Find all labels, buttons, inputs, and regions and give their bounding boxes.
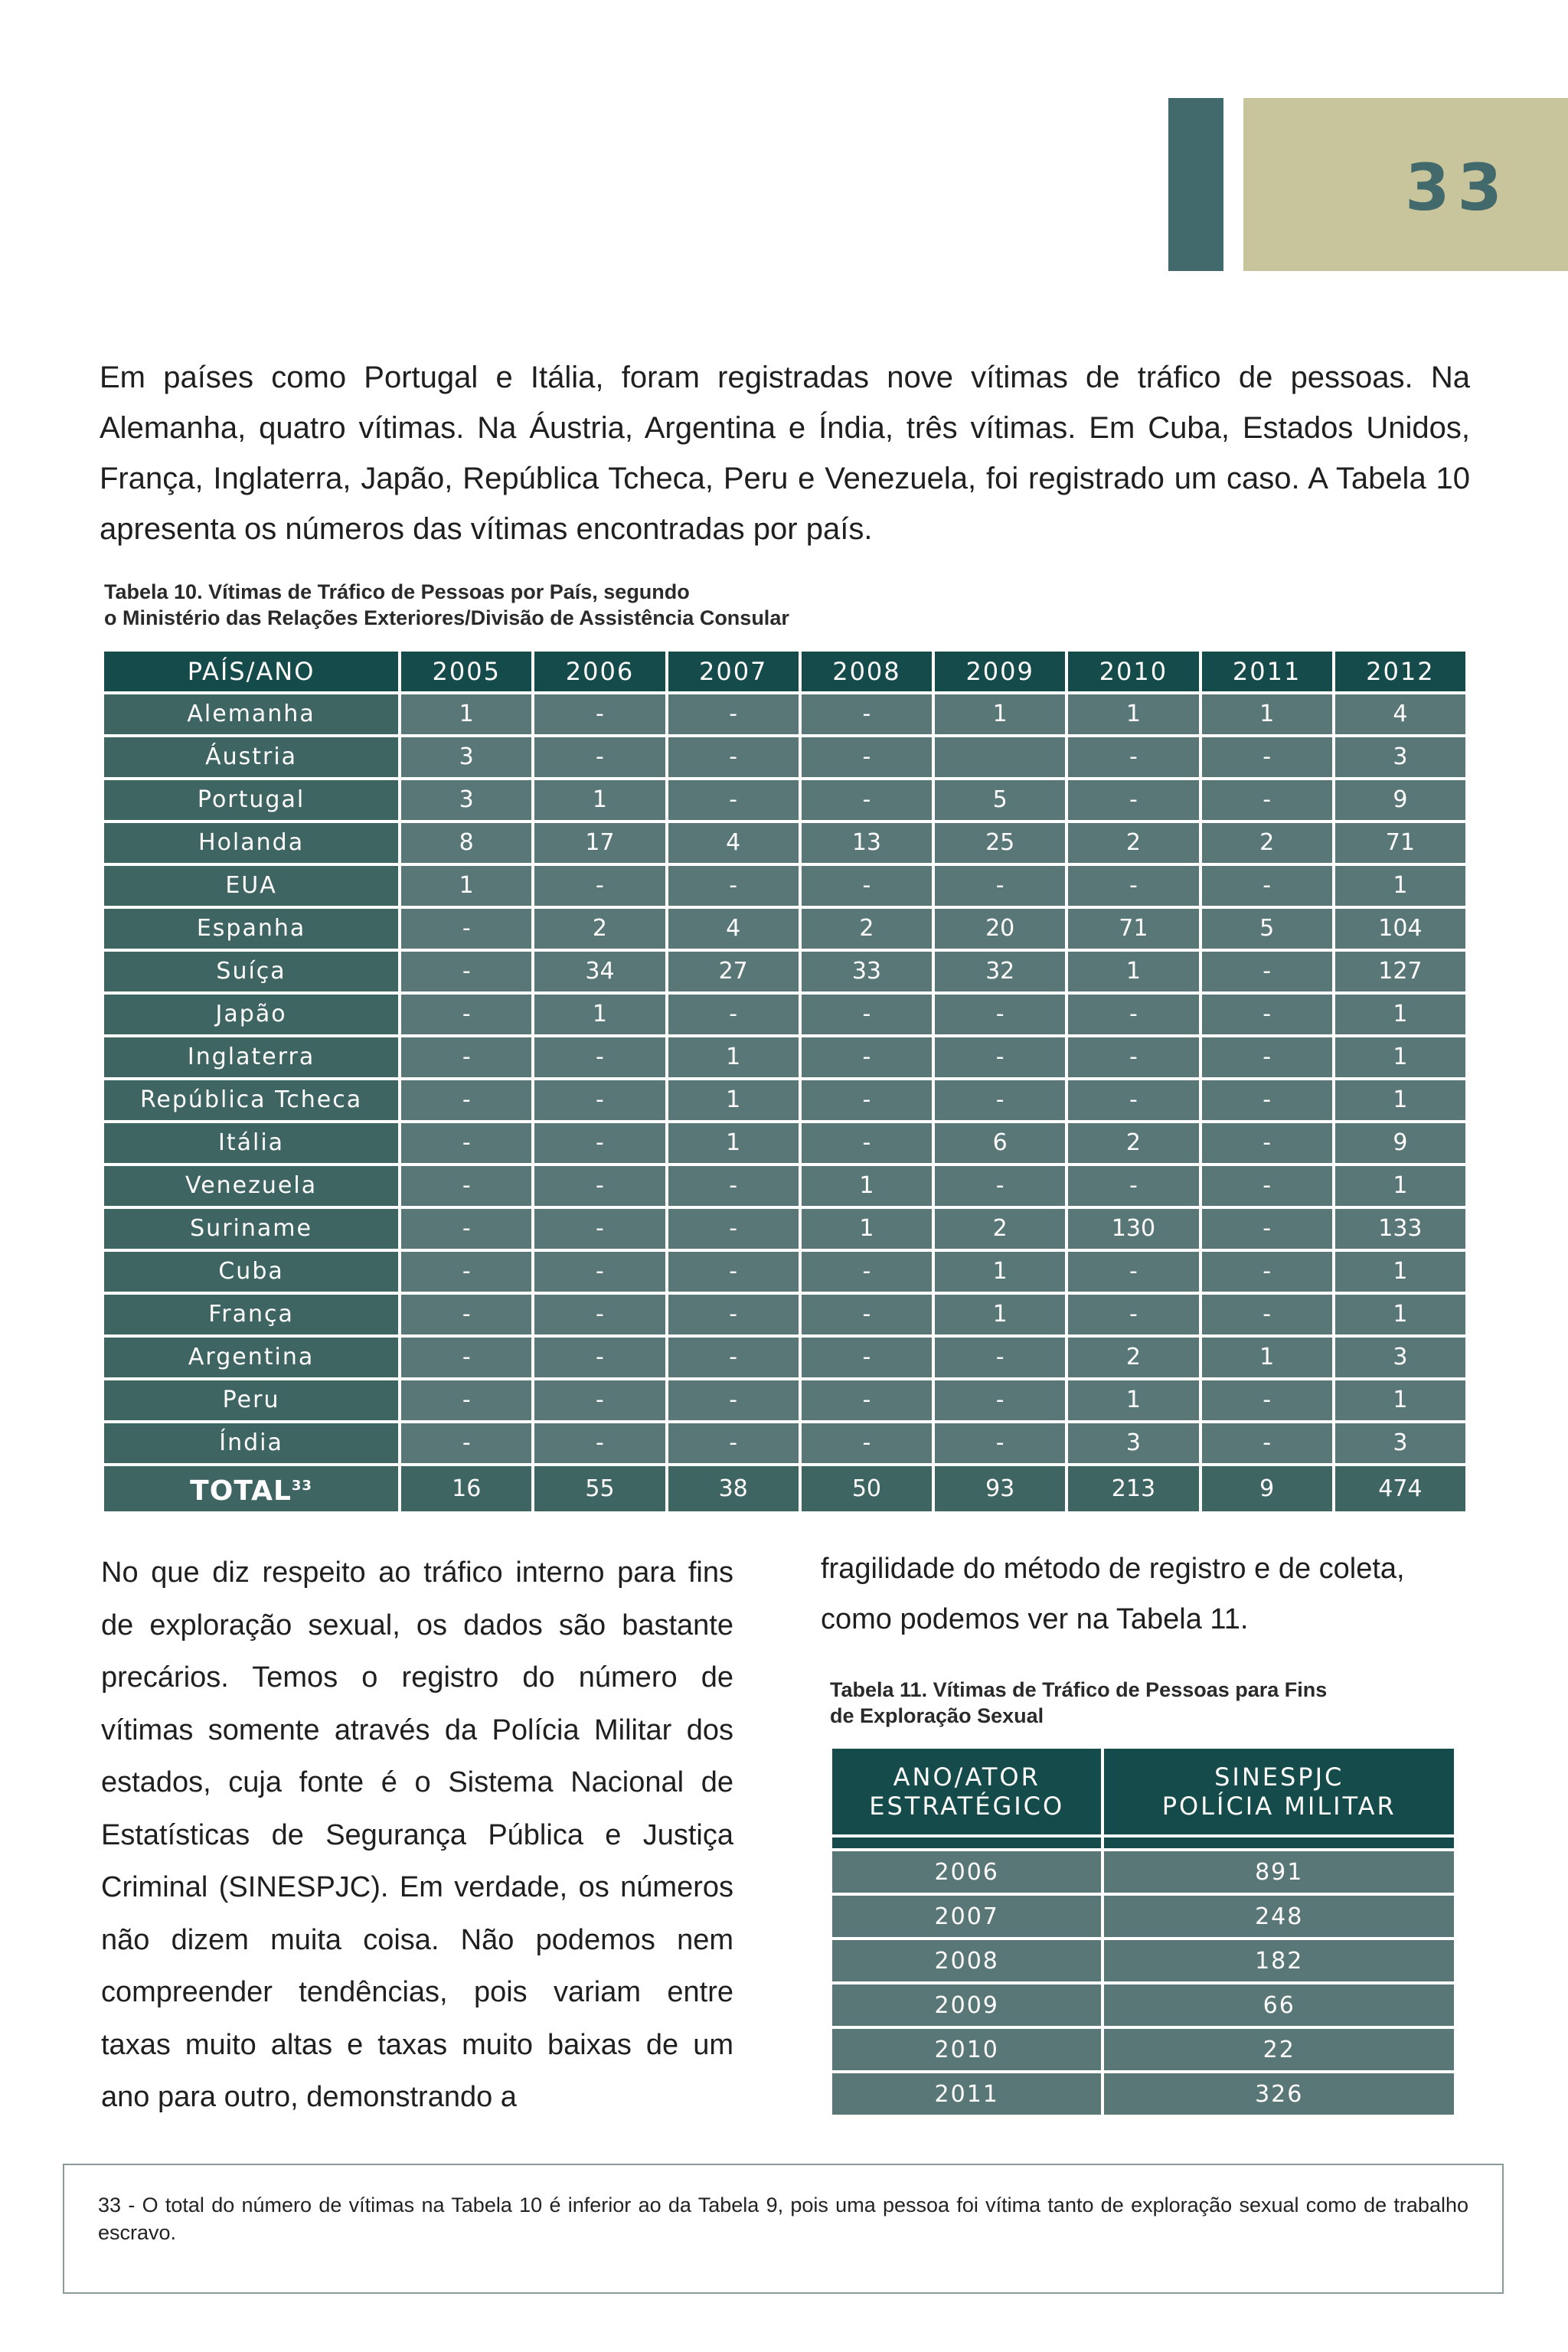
- table10-value-cell: -: [802, 1080, 932, 1120]
- table10-row: [104, 1380, 1465, 1420]
- table10-value-cell: 1: [1068, 952, 1198, 991]
- table10-body: [104, 694, 1465, 1511]
- table11: [829, 1746, 1457, 2118]
- table10-country-cell: Venezuela: [104, 1166, 398, 1206]
- table10-value-cell: -: [668, 1380, 799, 1420]
- table10-value-cell: -: [1202, 737, 1332, 777]
- table11-value-cell: 22: [1104, 2029, 1454, 2070]
- table10-value-cell: 3: [401, 737, 531, 777]
- table11-spacer-row: [832, 1838, 1454, 1848]
- table10-total-value: 16: [401, 1466, 531, 1511]
- page-number: 33: [1405, 150, 1510, 225]
- table10-value-cell: -: [534, 1380, 665, 1420]
- table10-value-cell: -: [401, 909, 531, 949]
- table10-row: [104, 1209, 1465, 1249]
- table10-value-cell: 6: [935, 1123, 1065, 1163]
- table10-value-cell: 3: [401, 780, 531, 820]
- table11-year-cell: 2006: [832, 1851, 1101, 1893]
- table10-header-row: [104, 652, 1465, 691]
- table10-value-cell: 2: [1068, 823, 1198, 863]
- table10-total-value: 50: [802, 1466, 932, 1511]
- table11-header-police-line1: SINESPJC: [1214, 1762, 1344, 1792]
- table10-value-cell: -: [668, 780, 799, 820]
- table10-country-cell: Portugal: [104, 780, 398, 820]
- table11-row: [832, 1851, 1454, 1893]
- table10-value-cell: 20: [935, 909, 1065, 949]
- table10-value-cell: -: [1202, 1423, 1332, 1463]
- table10-value-cell: 9: [1335, 1123, 1465, 1163]
- table10-total-row: [104, 1466, 1465, 1511]
- table10-value-cell: -: [534, 1080, 665, 1120]
- table10-country-cell: Espanha: [104, 909, 398, 949]
- table10-row: [104, 909, 1465, 949]
- table10-value-cell: -: [534, 1423, 665, 1463]
- table10-value-cell: 127: [1335, 952, 1465, 991]
- table10-value-cell: -: [1202, 1080, 1332, 1120]
- table10-value-cell: -: [534, 1209, 665, 1249]
- table10-country-cell: Holanda: [104, 823, 398, 863]
- table10-value-cell: -: [802, 1423, 932, 1463]
- table11-row: [832, 1984, 1454, 2026]
- table11-value-cell: 891: [1104, 1851, 1454, 1893]
- table10-value-cell: -: [668, 1423, 799, 1463]
- table10-value-cell: -: [1068, 1080, 1198, 1120]
- left-column-paragraph: No que diz respeito ao tráfico interno para fins de exploração sexual, os dados são bastante precários. Temos o registro do número de vítimas somente através da Polícia Militar dos estados, cuja fonte é o Sistema Nacional de Estatísticas de Segurança Pública e Justiça Criminal (SINESPJC). Em verdade, os números não dizem muita coisa. Não podemos nem compreender tendências, pois variam entre taxas muito altas e taxas muito baixas de um ano para outro, demonstrando a: [101, 1557, 733, 2113]
- table10-value-cell: 1: [935, 694, 1065, 734]
- table10-value-cell: 1: [802, 1166, 932, 1206]
- table10-value-cell: -: [668, 1252, 799, 1292]
- total-label-text: TOTAL: [190, 1475, 292, 1507]
- table10-value-cell: -: [935, 1037, 1065, 1077]
- table10-value-cell: -: [668, 1338, 799, 1377]
- table10-value-cell: -: [802, 1380, 932, 1420]
- table11-caption-line1: Tabela 11. Vítimas de Tráfico de Pessoas para Fins: [830, 1678, 1328, 1701]
- table11-row: [832, 1896, 1454, 1937]
- table10-row: [104, 823, 1465, 863]
- footnote: 33 - O total do número de vítimas na Tabela 10 é inferior ao da Tabela 9, pois uma pessoa foi vítima tanto de exploração sexual como de trabalho escravo.: [98, 2194, 1468, 2244]
- table10-total-value: 213: [1068, 1466, 1198, 1511]
- table11-header-year-line1: ANO/ATOR: [893, 1762, 1040, 1792]
- table10-value-cell: -: [935, 1423, 1065, 1463]
- table10-row: [104, 780, 1465, 820]
- table10-value-cell: 71: [1068, 909, 1198, 949]
- table10-value-cell: 1: [1335, 1252, 1465, 1292]
- table11-header-police-line2: POLÍCIA MILITAR: [1161, 1792, 1396, 1821]
- table10-value-cell: 1: [1202, 1338, 1332, 1377]
- table10-value-cell: [935, 737, 1065, 777]
- table10-value-cell: 8: [401, 823, 531, 863]
- table10-value-cell: -: [534, 1338, 665, 1377]
- table10-value-cell: 1: [935, 1295, 1065, 1334]
- table10-value-cell: 2: [534, 909, 665, 949]
- table10-value-cell: -: [401, 1209, 531, 1249]
- table10-value-cell: -: [935, 1338, 1065, 1377]
- table10-row: [104, 1338, 1465, 1377]
- table10-value-cell: 1: [1335, 1295, 1465, 1334]
- table10-value-cell: -: [534, 1037, 665, 1077]
- table10-value-cell: -: [802, 780, 932, 820]
- table10-value-cell: -: [534, 1123, 665, 1163]
- table10-row: [104, 1123, 1465, 1163]
- table10-value-cell: -: [1202, 995, 1332, 1034]
- table10-row: [104, 1166, 1465, 1206]
- table11-caption-line2: de Exploração Sexual: [830, 1704, 1044, 1727]
- table10-value-cell: 1: [935, 1252, 1065, 1292]
- table10-country-cell: Alemanha: [104, 694, 398, 734]
- table10-value-cell: -: [1202, 952, 1332, 991]
- table10-value-cell: 4: [668, 909, 799, 949]
- table10-country-cell: França: [104, 1295, 398, 1334]
- table10-value-cell: -: [935, 1080, 1065, 1120]
- table10-value-cell: -: [1068, 1037, 1198, 1077]
- table10-value-cell: -: [1068, 1166, 1198, 1206]
- table10-country-cell: Suíça: [104, 952, 398, 991]
- right-column-paragraph: fragilidade do método de registro e de coleta, como podemos ver na Tabela 11.: [821, 1553, 1405, 1635]
- table10-value-cell: -: [1202, 1252, 1332, 1292]
- table10-country-cell: Itália: [104, 1123, 398, 1163]
- table10-value-cell: 1: [1335, 866, 1465, 906]
- table11-body: [832, 1838, 1454, 2115]
- table10-value-cell: 1: [1068, 694, 1198, 734]
- table10-row: [104, 1423, 1465, 1463]
- table10-row: [104, 866, 1465, 906]
- table10-row: [104, 995, 1465, 1034]
- table10-value-cell: 1: [1335, 995, 1465, 1034]
- table10-value-cell: -: [534, 694, 665, 734]
- table10-value-cell: -: [534, 1166, 665, 1206]
- table10-value-cell: 1: [802, 1209, 932, 1249]
- table10-value-cell: -: [1202, 1166, 1332, 1206]
- table10-country-cell: EUA: [104, 866, 398, 906]
- table10-value-cell: -: [935, 995, 1065, 1034]
- table10-value-cell: 5: [935, 780, 1065, 820]
- table10-header-year: 2012: [1335, 652, 1465, 691]
- table10-row: [104, 1295, 1465, 1334]
- table10-value-cell: -: [1068, 737, 1198, 777]
- table10-total-value: 474: [1335, 1466, 1465, 1511]
- table10-value-cell: 4: [1335, 694, 1465, 734]
- table10-country-cell: Inglaterra: [104, 1037, 398, 1077]
- table10-row: [104, 694, 1465, 734]
- table10-value-cell: -: [1068, 866, 1198, 906]
- table10-row: [104, 737, 1465, 777]
- table11-year-cell: 2008: [832, 1940, 1101, 1981]
- table10-value-cell: 2: [1068, 1338, 1198, 1377]
- table10-value-cell: -: [401, 1295, 531, 1334]
- table10-value-cell: -: [534, 866, 665, 906]
- table10-caption: [104, 579, 1099, 631]
- table10-value-cell: -: [802, 866, 932, 906]
- table10-value-cell: -: [668, 1209, 799, 1249]
- table10-value-cell: -: [1202, 780, 1332, 820]
- table10-value-cell: -: [534, 1295, 665, 1334]
- table10-caption-line2: o Ministério das Relações Exteriores/Divisão de Assistência Consular: [104, 606, 789, 629]
- table10-value-cell: 3: [1335, 737, 1465, 777]
- table10-value-cell: -: [935, 866, 1065, 906]
- table10-value-cell: 5: [1202, 909, 1332, 949]
- table10-value-cell: 3: [1068, 1423, 1198, 1463]
- table10-value-cell: 1: [668, 1037, 799, 1077]
- table11-row: [832, 2073, 1454, 2115]
- table10-total-label: [104, 1466, 398, 1511]
- table10-value-cell: 3: [1335, 1423, 1465, 1463]
- table11-year-cell: 2009: [832, 1984, 1101, 2026]
- table10-total-value: 38: [668, 1466, 799, 1511]
- table11-header-year: [832, 1749, 1101, 1834]
- table10-header-year: 2008: [802, 652, 932, 691]
- table10-value-cell: 1: [668, 1080, 799, 1120]
- table10-value-cell: 1: [534, 995, 665, 1034]
- table10-value-cell: -: [534, 737, 665, 777]
- table10-value-cell: 1: [1335, 1037, 1465, 1077]
- table10-value-cell: -: [1068, 780, 1198, 820]
- table10-total-value: 93: [935, 1466, 1065, 1511]
- table10-value-cell: -: [935, 1380, 1065, 1420]
- table10-value-cell: -: [802, 1252, 932, 1292]
- table10-value-cell: 4: [668, 823, 799, 863]
- table10-value-cell: 27: [668, 952, 799, 991]
- table10-value-cell: -: [935, 1166, 1065, 1206]
- table10-value-cell: 1: [1335, 1380, 1465, 1420]
- table10-country-cell: Japão: [104, 995, 398, 1034]
- table10-value-cell: -: [1202, 1295, 1332, 1334]
- table10-country-cell: Áustria: [104, 737, 398, 777]
- table10-row: [104, 1252, 1465, 1292]
- table10-header-year: 2010: [1068, 652, 1198, 691]
- table10-value-cell: 34: [534, 952, 665, 991]
- table10-value-cell: 1: [401, 866, 531, 906]
- table10-country-cell: Peru: [104, 1380, 398, 1420]
- table10-value-cell: -: [802, 995, 932, 1034]
- table10-header-year: 2011: [1202, 652, 1332, 691]
- table10-value-cell: -: [401, 995, 531, 1034]
- table10-value-cell: 133: [1335, 1209, 1465, 1249]
- table10-value-cell: -: [401, 1423, 531, 1463]
- table10-country-cell: República Tcheca: [104, 1080, 398, 1120]
- table10-value-cell: -: [668, 737, 799, 777]
- table10-value-cell: 32: [935, 952, 1065, 991]
- table10-value-cell: -: [401, 1380, 531, 1420]
- table11-value-cell: 66: [1104, 1984, 1454, 2026]
- table11-spacer-cell: [1104, 1838, 1454, 1848]
- table10-value-cell: -: [534, 1252, 665, 1292]
- table10-total-value: 9: [1202, 1466, 1332, 1511]
- table10-value-cell: -: [1068, 1252, 1198, 1292]
- table10-value-cell: -: [1068, 1295, 1198, 1334]
- table10-value-cell: 2: [802, 909, 932, 949]
- table11-value-cell: 182: [1104, 1940, 1454, 1981]
- table10-value-cell: -: [1202, 1380, 1332, 1420]
- table10-value-cell: 33: [802, 952, 932, 991]
- table11-header-year-line2: ESTRATÉGICO: [869, 1792, 1065, 1821]
- footnote-ref: 33: [291, 1478, 312, 1494]
- table10-row: [104, 952, 1465, 991]
- table11-year-cell: 2010: [832, 2029, 1101, 2070]
- table11-year-cell: 2007: [832, 1896, 1101, 1937]
- table10-value-cell: -: [401, 1037, 531, 1077]
- table10-value-cell: 1: [668, 1123, 799, 1163]
- table10-value-cell: 2: [1202, 823, 1332, 863]
- table10-header-year: 2009: [935, 652, 1065, 691]
- table10-value-cell: -: [1202, 1123, 1332, 1163]
- table10-value-cell: 1: [1335, 1080, 1465, 1120]
- table10-header-year: 2007: [668, 652, 799, 691]
- decorative-bar: [1168, 98, 1223, 271]
- table10-value-cell: -: [668, 866, 799, 906]
- table10-value-cell: 13: [802, 823, 932, 863]
- table10-value-cell: 1: [534, 780, 665, 820]
- table10-caption-line1: Tabela 10. Vítimas de Tráfico de Pessoas por País, segundo: [104, 580, 690, 603]
- table10-value-cell: -: [401, 1080, 531, 1120]
- table10-value-cell: -: [1068, 995, 1198, 1034]
- intro-paragraph: Em países como Portugal e Itália, foram registradas nove vítimas de tráfico de pessoas. Na Alemanha, quatro vítimas. Na Áustria, Argentina e Índia, três vítimas. Em Cuba, Estados Unidos, França, Inglaterra, Japão, República Tcheca, Peru e Venezuela, foi registrado um caso. A Tabela 10 apresenta os números das vítimas encontradas por país.: [100, 361, 1470, 546]
- table10-value-cell: -: [668, 1295, 799, 1334]
- table10-value-cell: 130: [1068, 1209, 1198, 1249]
- table10-value-cell: 104: [1335, 909, 1465, 949]
- table11-header-row: [832, 1749, 1454, 1834]
- table10-value-cell: -: [1202, 866, 1332, 906]
- table10-value-cell: 2: [1068, 1123, 1198, 1163]
- table10-row: [104, 1037, 1465, 1077]
- table11-year-cell: 2011: [832, 2073, 1101, 2115]
- table11-value-cell: 326: [1104, 2073, 1454, 2115]
- table10-value-cell: -: [401, 952, 531, 991]
- table10-value-cell: 1: [1335, 1166, 1465, 1206]
- table11-header-police: [1104, 1749, 1454, 1834]
- table10-value-cell: -: [802, 1037, 932, 1077]
- table11-value-cell: 248: [1104, 1896, 1454, 1937]
- table10-value-cell: -: [802, 1123, 932, 1163]
- table11-row: [832, 1940, 1454, 1981]
- table10-country-cell: Argentina: [104, 1338, 398, 1377]
- table11-row: [832, 2029, 1454, 2070]
- table10-country-cell: Índia: [104, 1423, 398, 1463]
- table11-caption: [830, 1677, 1488, 1729]
- table10-header-year: 2006: [534, 652, 665, 691]
- table10-value-cell: -: [401, 1338, 531, 1377]
- table10-value-cell: -: [668, 1166, 799, 1206]
- table10-value-cell: -: [1202, 1037, 1332, 1077]
- table10: [101, 648, 1468, 1514]
- table10-value-cell: 1: [1202, 694, 1332, 734]
- table10-value-cell: 1: [1068, 1380, 1198, 1420]
- table10-header-country: PAÍS/ANO: [104, 652, 398, 691]
- table10-value-cell: 2: [935, 1209, 1065, 1249]
- table10-value-cell: 3: [1335, 1338, 1465, 1377]
- table10-country-cell: Cuba: [104, 1252, 398, 1292]
- table10-row: [104, 1080, 1465, 1120]
- table10-value-cell: -: [802, 737, 932, 777]
- table10-value-cell: -: [401, 1123, 531, 1163]
- table10-value-cell: -: [401, 1252, 531, 1292]
- table10-value-cell: -: [668, 694, 799, 734]
- table10-value-cell: -: [668, 995, 799, 1034]
- table10-value-cell: -: [802, 694, 932, 734]
- table10-value-cell: 17: [534, 823, 665, 863]
- table10-value-cell: -: [802, 1295, 932, 1334]
- table10-value-cell: 25: [935, 823, 1065, 863]
- table10-value-cell: -: [401, 1166, 531, 1206]
- table10-header-year: 2005: [401, 652, 531, 691]
- table10-total-value: 55: [534, 1466, 665, 1511]
- table10-value-cell: -: [1202, 1209, 1332, 1249]
- table11-spacer-cell: [832, 1838, 1101, 1848]
- table10-value-cell: 9: [1335, 780, 1465, 820]
- table10-value-cell: 71: [1335, 823, 1465, 863]
- table10-value-cell: -: [802, 1338, 932, 1377]
- table10-value-cell: 1: [401, 694, 531, 734]
- table10-country-cell: Suriname: [104, 1209, 398, 1249]
